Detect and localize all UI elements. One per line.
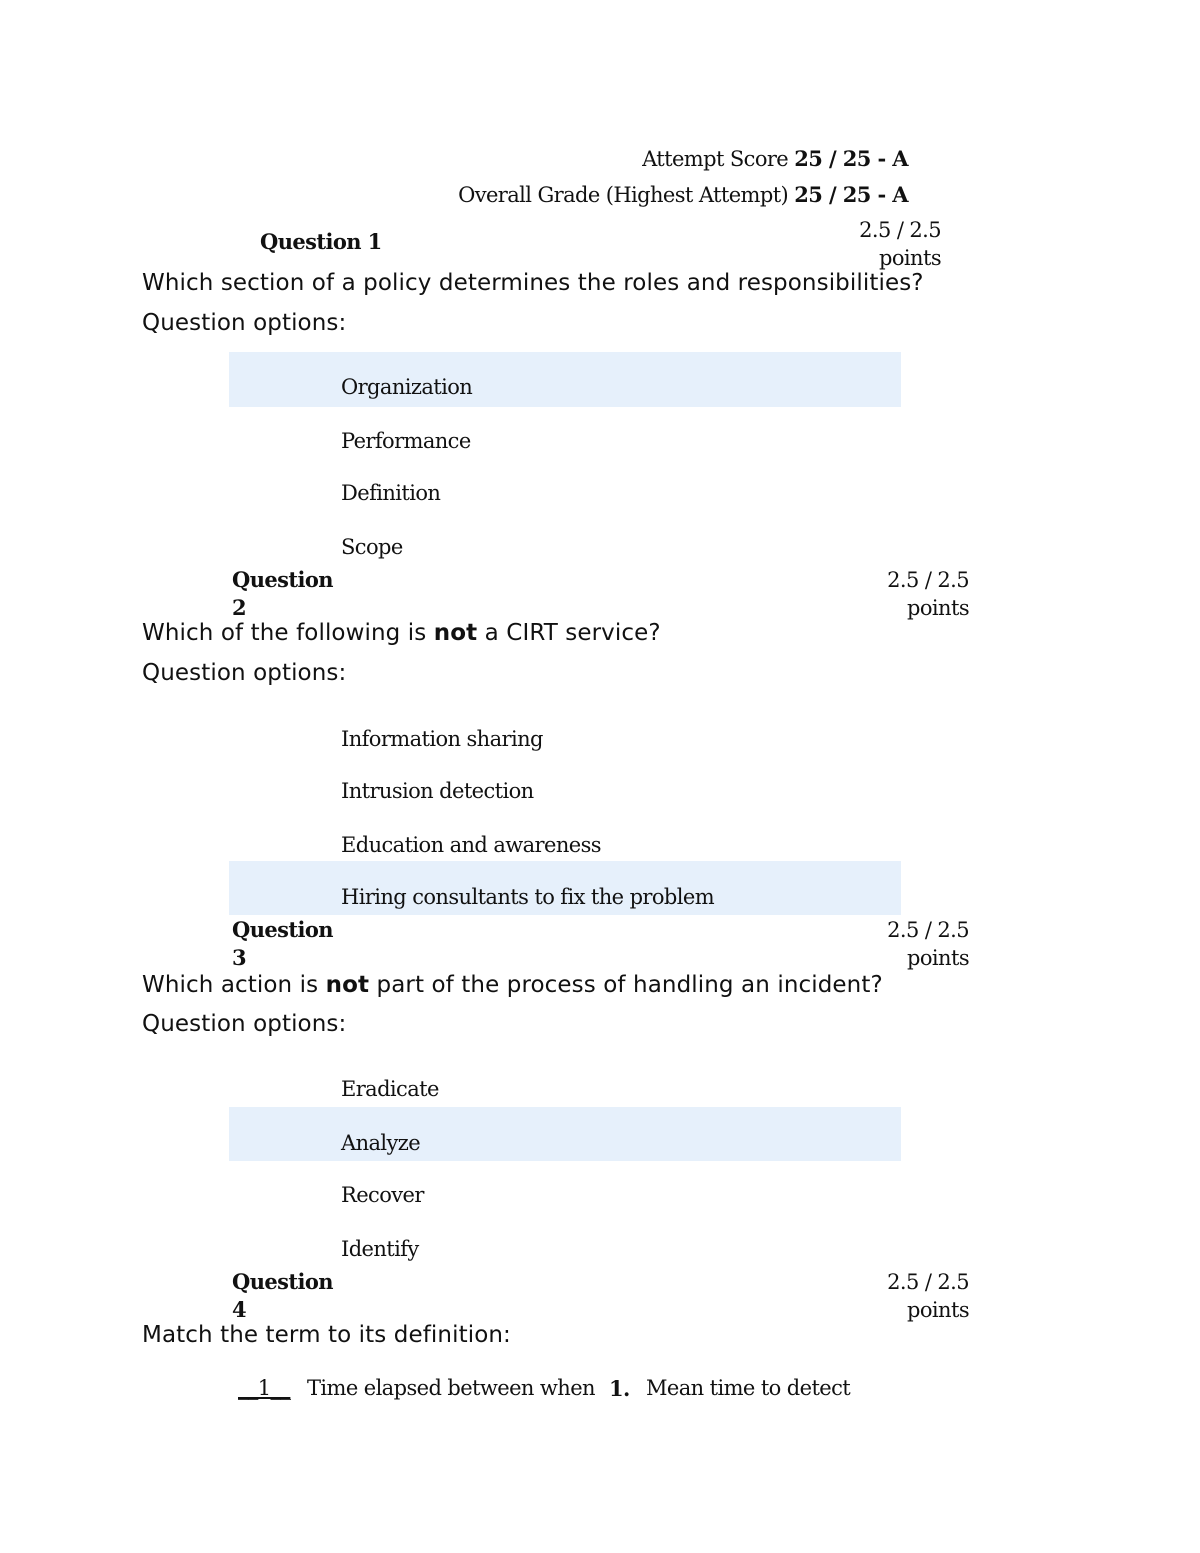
question-1-option-3[interactable]: Definition bbox=[341, 481, 441, 505]
overall-grade-row bbox=[458, 182, 908, 207]
question-2-prompt bbox=[142, 620, 661, 646]
question-4-prompt: Match the term to its definition: bbox=[142, 1322, 511, 1348]
question-2-prompt-emphasis: not bbox=[433, 620, 478, 646]
question-1-option-2[interactable]: Performance bbox=[341, 429, 471, 453]
question-3-title-number: 3 bbox=[232, 945, 247, 970]
question-2-title-word: Question bbox=[232, 567, 333, 592]
match-term-number: 1. bbox=[609, 1376, 630, 1401]
question-3-option-3[interactable]: Recover bbox=[341, 1183, 424, 1207]
question-3-option-1[interactable]: Eradicate bbox=[341, 1077, 439, 1101]
attempt-score-row bbox=[642, 146, 908, 171]
question-2-option-1[interactable]: Information sharing bbox=[341, 727, 543, 751]
question-2-option-4[interactable]: Hiring consultants to fix the problem bbox=[341, 885, 715, 909]
question-2-points-unit: points bbox=[907, 596, 969, 620]
question-1-title: Question 1 bbox=[260, 229, 382, 254]
question-1-points-score: 2.5 / 2.5 bbox=[859, 218, 941, 242]
question-3-selected-highlight bbox=[229, 1107, 901, 1161]
question-1-points bbox=[859, 216, 941, 272]
question-1-option-4[interactable]: Scope bbox=[341, 535, 403, 559]
question-4-points-score: 2.5 / 2.5 bbox=[887, 1270, 969, 1294]
question-3-prompt bbox=[142, 972, 883, 998]
question-3-prompt-end: part of the process of handling an incident? bbox=[369, 972, 883, 998]
question-1-option-1[interactable]: Organization bbox=[341, 375, 473, 399]
question-2-title bbox=[232, 566, 333, 622]
question-2-prompt-end: a CIRT service? bbox=[477, 620, 661, 646]
question-1-selected-highlight bbox=[229, 352, 901, 407]
question-3-points bbox=[887, 916, 969, 972]
attempt-score-value: 25 / 25 - A bbox=[794, 146, 908, 171]
question-2-option-3[interactable]: Education and awareness bbox=[341, 833, 601, 857]
question-4-points bbox=[887, 1268, 969, 1324]
question-3-title bbox=[232, 916, 333, 972]
question-2-points bbox=[887, 566, 969, 622]
overall-grade-value: 25 / 25 - A bbox=[794, 182, 908, 207]
question-1-options-label: Question options: bbox=[142, 310, 347, 336]
question-3-option-2[interactable]: Analyze bbox=[341, 1131, 421, 1155]
question-3-option-4[interactable]: Identify bbox=[341, 1237, 419, 1261]
question-1-points-unit: points bbox=[879, 246, 941, 270]
question-2-points-score: 2.5 / 2.5 bbox=[887, 568, 969, 592]
overall-grade-label: Overall Grade (Highest Attempt) bbox=[458, 183, 789, 207]
question-3-title-word: Question bbox=[232, 917, 333, 942]
question-3-options-label: Question options: bbox=[142, 1011, 347, 1037]
match-answer-blank[interactable]: __1__ bbox=[238, 1376, 291, 1400]
question-1-prompt: Which section of a policy determines the roles and responsibilities? bbox=[142, 270, 924, 296]
attempt-score-label: Attempt Score bbox=[642, 147, 789, 171]
match-row bbox=[238, 1376, 290, 1400]
question-4-title-number: 4 bbox=[232, 1297, 247, 1322]
question-3-points-unit: points bbox=[907, 946, 969, 970]
question-4-points-unit: points bbox=[907, 1298, 969, 1322]
question-2-options-label: Question options: bbox=[142, 660, 347, 686]
match-term: Mean time to detect bbox=[646, 1376, 851, 1400]
question-2-prompt-start: Which of the following is bbox=[142, 620, 434, 646]
question-3-points-score: 2.5 / 2.5 bbox=[887, 918, 969, 942]
question-2-title-number: 2 bbox=[232, 595, 247, 620]
question-3-prompt-start: Which action is bbox=[142, 972, 326, 998]
match-definition: Time elapsed between when bbox=[307, 1376, 595, 1400]
question-3-prompt-emphasis: not bbox=[325, 972, 370, 998]
question-2-option-2[interactable]: Intrusion detection bbox=[341, 779, 534, 803]
question-4-title bbox=[232, 1268, 333, 1324]
question-4-title-word: Question bbox=[232, 1269, 333, 1294]
